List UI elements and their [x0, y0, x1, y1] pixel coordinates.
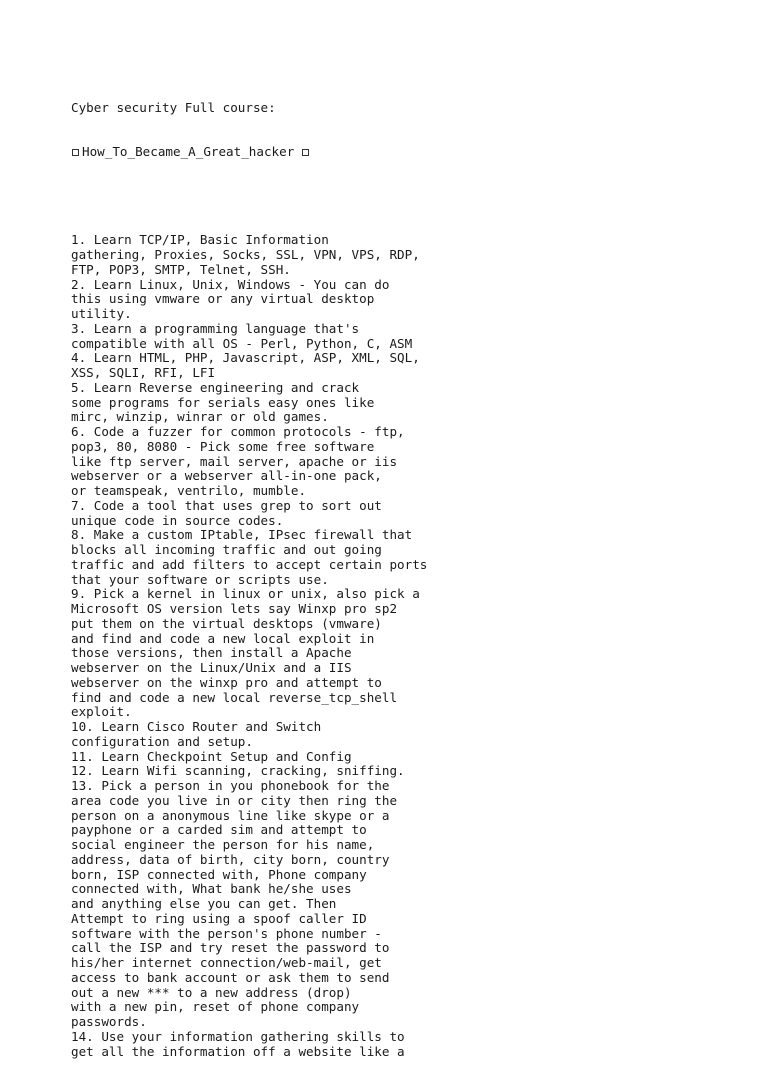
document-line: those versions, then install a Apache — [71, 645, 352, 661]
document-line: FTP, POP3, SMTP, Telnet, SSH. — [71, 261, 291, 277]
document-line: 13. Pick a person in you phonebook for the — [71, 778, 390, 793]
document-line: mirc, winzip, winrar or old games. — [71, 409, 329, 425]
document-line: connected with, What bank he/she uses — [71, 881, 352, 897]
document-line: software with the person's phone number - — [71, 925, 382, 941]
document-line: 3. Learn a programming language that's — [71, 320, 360, 336]
document-line: 14. Use your information gathering skills to — [71, 1028, 405, 1044]
document-line: payphone or a carded sim and attempt to — [71, 822, 367, 838]
document-line: access to bank account or ask them to send — [71, 969, 390, 985]
document-line: passwords. — [71, 1014, 147, 1029]
document-line: or teamspeak, ventrilo, mumble. — [71, 483, 307, 498]
document-line: this using vmware or any virtual desktop — [71, 291, 375, 307]
document-line: call the ISP and try reset the password to — [71, 940, 390, 956]
document-line: webserver or a webserver all-in-one pack, — [71, 468, 382, 484]
document-line: webserver on the winxp pro and attempt to — [71, 674, 382, 690]
document-line: 11. Learn Checkpoint Setup and Config — [71, 748, 352, 764]
box-icon — [302, 149, 309, 156]
document-line: and anything else you can get. Then — [71, 896, 337, 911]
document-line: unique code in source codes. — [71, 512, 284, 528]
box-icon — [72, 149, 79, 156]
blank-line — [71, 189, 751, 204]
document-page — [71, 71, 751, 1074]
document-line: gathering, Proxies, Socks, SSL, VPN, VPS, RDP, — [71, 247, 420, 262]
document-line: person on a anonymous line like skype or a — [71, 807, 390, 823]
document-title: Cyber security Full course: — [71, 99, 276, 115]
document-line: social engineer the person for his name, — [71, 837, 375, 852]
document-line: traffic and add filters to accept certain ports — [71, 556, 428, 572]
document-line: like ftp server, mail server, apache or iis — [71, 453, 398, 469]
document-line: Attempt to ring using a spoof caller ID — [71, 910, 367, 926]
document-line: that your software or scripts use. — [71, 571, 329, 587]
document-line: some programs for serials easy ones like — [71, 394, 375, 410]
document-line: out a new *** to a new address (drop) — [71, 984, 352, 1000]
document-line: born, ISP connected with, Phone company — [71, 866, 367, 882]
document-body — [71, 233, 751, 1059]
document-line: address, data of birth, city born, country — [71, 851, 390, 867]
document-line: 4. Learn HTML, PHP, Javascript, ASP, XML, SQL, — [71, 350, 420, 366]
document-line: blocks all incoming traffic and out going — [71, 542, 382, 557]
document-line: area code you live in or city then ring the — [71, 792, 398, 808]
document-line: 2. Learn Linux, Unix, Windows - You can do — [71, 276, 390, 292]
document-line: 7. Code a tool that uses grep to sort out — [71, 497, 382, 513]
document-line: and find and code a new local exploit in — [71, 630, 375, 646]
document-line: compatible with all OS - Perl, Python, C, ASM — [71, 335, 413, 351]
document-line: 1. Learn TCP/IP, Basic Information — [71, 232, 329, 248]
document-line: put them on the virtual desktops (vmware) — [71, 615, 382, 631]
document-line: exploit. — [71, 704, 132, 720]
document-line: utility. — [71, 306, 132, 321]
document-line: pop3, 80, 8080 - Pick some free software — [71, 438, 375, 454]
document-line: Microsoft OS version lets say Winxp pro sp2 — [71, 601, 398, 616]
document-line: 5. Learn Reverse engineering and crack — [71, 379, 360, 395]
document-subtitle: How_To_Became_A_Great_hacker — [82, 143, 295, 159]
document-line: webserver on the Linux/Unix and a IIS — [71, 660, 352, 675]
document-line: 9. Pick a kernel in linux or unix, also pick a — [71, 586, 420, 602]
document-line: 12. Learn Wifi scanning, cracking, sniffing. — [71, 763, 405, 779]
document-subtitle-line — [71, 145, 751, 160]
document-line: configuration and setup. — [71, 733, 253, 749]
document-line: 8. Make a custom IPtable, IPsec firewall that — [71, 527, 413, 543]
document-line: find and code a new local reverse_tcp_shell — [71, 689, 398, 705]
document-line: his/her internet connection/web-mail, get — [71, 955, 382, 970]
document-line: with a new pin, reset of phone company — [71, 999, 360, 1015]
document-line: get all the information off a website like a — [71, 1043, 405, 1059]
document-line: 6. Code a fuzzer for common protocols - ftp, — [71, 424, 405, 439]
document-line: XSS, SQLI, RFI, LFI — [71, 365, 216, 380]
document-line: 10. Learn Cisco Router and Switch — [71, 719, 322, 734]
